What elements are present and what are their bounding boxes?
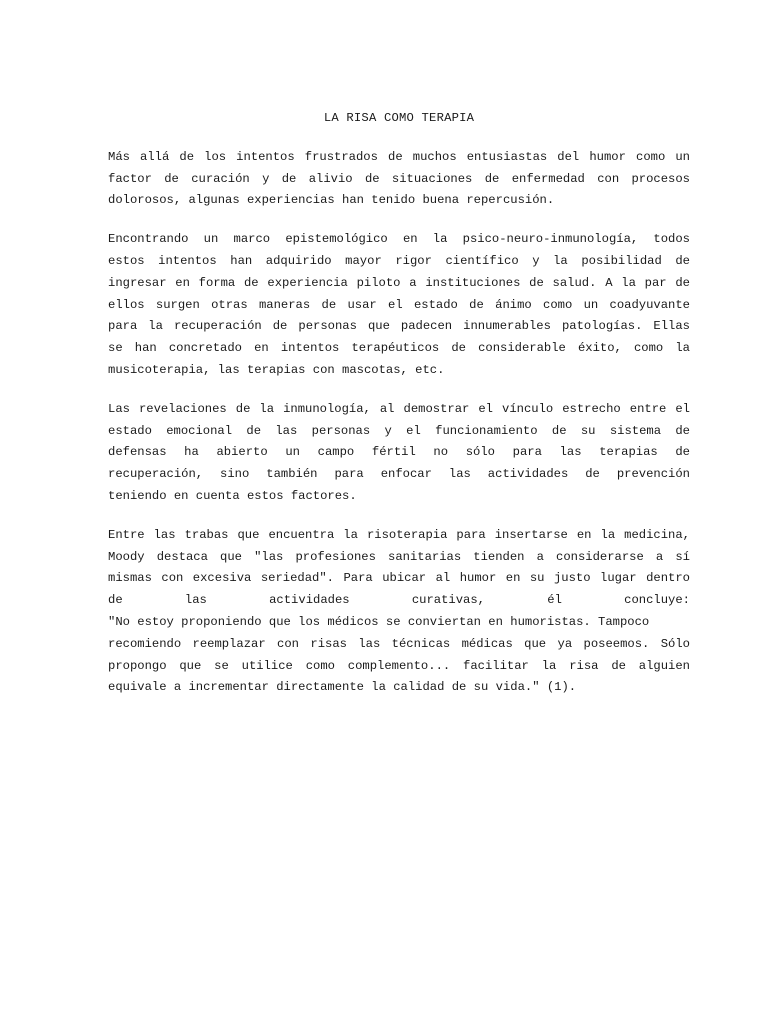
text-line: estado emocional de las personas y el funcionamiento de su sistema de (108, 423, 690, 438)
paragraph-3 (108, 399, 690, 508)
text-line: recuperación, sino también para enfocar las actividades de prevención (108, 467, 690, 482)
text-line: recomiendo reemplazar con risas las técnicas médicas que ya poseemos. Sólo (108, 636, 690, 651)
document-title: LA RISA COMO TERAPIA (323, 111, 475, 125)
text-line: defensas ha abierto un campo fértil no sólo para las terapias de (108, 445, 690, 460)
text-line: de las actividades curativas, él concluye: (108, 593, 690, 608)
text-line: se han concretado en intentos terapéuticos de considerable éxito, como la (108, 341, 690, 356)
text-line: Más allá de los intentos frustrados de muchos entusiastas del humor como un (108, 149, 690, 164)
text-line: equivale a incrementar directamente la calidad de su vida." (1). (108, 680, 577, 695)
text-line: mismas con excesiva seriedad". Para ubicar al humor en su justo lugar dentro (108, 571, 690, 586)
text-line: teniendo en cuenta estos factores. (108, 488, 357, 503)
text-line: factor de curación y de alivio de situaciones de enfermedad con procesos (108, 171, 690, 186)
text-line: Entre las trabas que encuentra la risoterapia para insertarse en la medicina, (108, 527, 690, 542)
text-line: musicoterapia, las terapias con mascotas, etc. (108, 362, 445, 377)
text-line: estos intentos han adquirido mayor rigor científico y la posibilidad de (108, 253, 690, 268)
paragraph-4 (108, 525, 690, 699)
text-line: ellos surgen otras maneras de usar el estado de ánimo como un coadyuvante (108, 297, 690, 312)
text-line: Moody destaca que "las profesiones sanitarias tienden a considerarse a sí (108, 549, 690, 564)
text-line: ingresar en forma de experiencia piloto a instituciones de salud. A la par de (108, 275, 690, 290)
text-line: dolorosos, algunas experiencias han tenido buena repercusión. (108, 193, 555, 208)
document-body (108, 108, 690, 716)
paragraph-1 (108, 147, 690, 212)
text-line: "No estoy proponiendo que los médicos se conviertan en humoristas. Tampoco (108, 614, 650, 629)
paragraph-2 (108, 229, 690, 382)
text-line: propongo que se utilice como complemento... facilitar la risa de alguien (108, 658, 690, 673)
text-line: Las revelaciones de la inmunología, al demostrar el vínculo estrecho entre el (108, 401, 690, 416)
text-line: Encontrando un marco epistemológico en la psico-neuro-inmunología, todos (108, 232, 690, 247)
text-line: para la recuperación de personas que padecen innumerables patologías. Ellas (108, 319, 690, 334)
